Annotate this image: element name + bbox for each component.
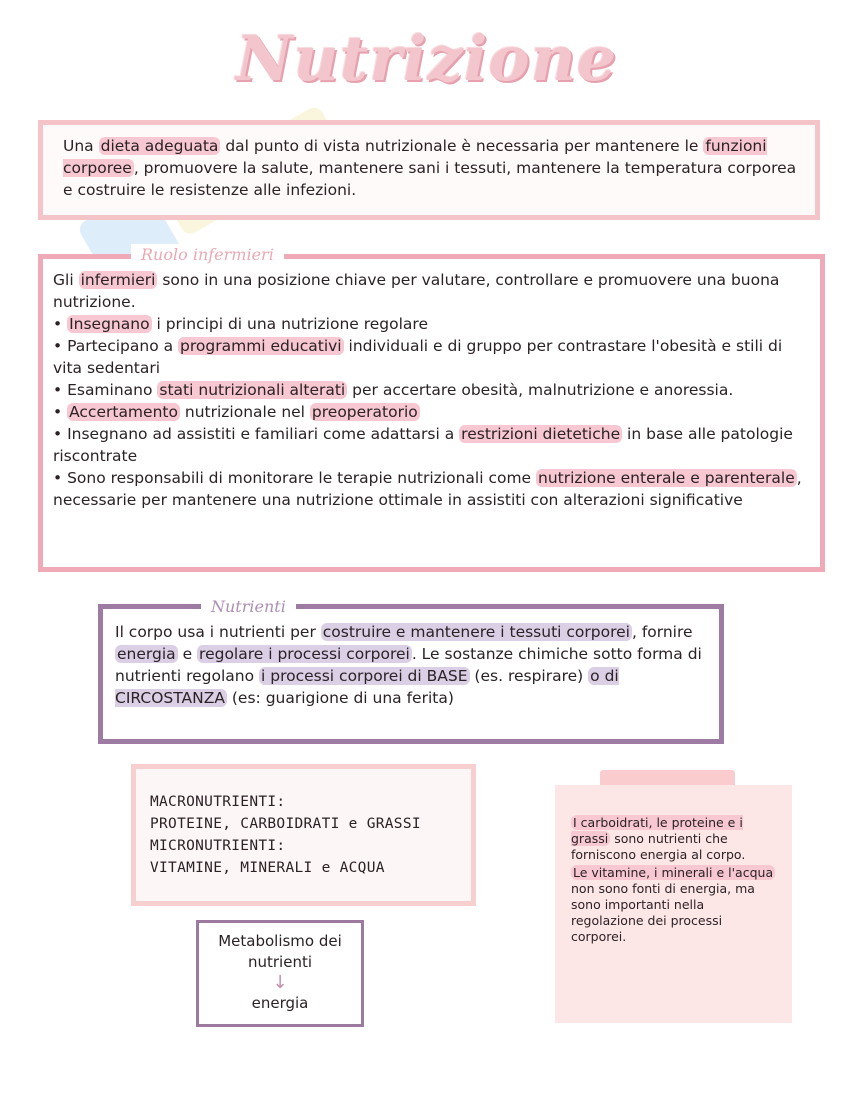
ruolo-bullet-2: [53, 335, 810, 379]
b1-post: i principi di una nutrizione regolare: [151, 315, 428, 333]
sticky-note: [555, 785, 792, 1023]
intro-text-post: , promuovere la salute, mantenere sani i tessuti, mantenere la temperatura corporea e costruire le resistenze alle infezioni.: [63, 159, 797, 199]
highlight-programmi: programmi educativi: [180, 337, 342, 355]
ruolo-intro: [53, 269, 810, 313]
note-p1: sono nutrienti che forniscono energia al corpo.: [571, 831, 746, 862]
b5-pre: • Insegnano ad assistiti e familiari come adattarsi a: [53, 425, 460, 443]
b3-pre: • Esaminano: [53, 381, 158, 399]
ruolo-bullet-4: [53, 401, 810, 423]
macro-heading: MACRONUTRIENTI:: [150, 794, 286, 810]
metabolismo-box: [196, 920, 364, 1027]
micro-heading: MICRONUTRIENTI:: [150, 838, 286, 854]
n-p6: (es: guarigione di una ferita): [226, 689, 454, 707]
b5-post: in base alle patologie riscontrate: [53, 425, 793, 465]
intro-text: [63, 137, 796, 199]
metabolismo-line-1: Metabolismo dei: [218, 932, 342, 950]
ruolo-intro-pre: Gli: [53, 271, 79, 289]
highlight-nutrizione-enterale: nutrizione enterale e parenterale: [538, 469, 795, 487]
note-para-2: [571, 865, 778, 945]
metabolismo-energia: energia: [251, 994, 309, 1012]
b2-pre: • Partecipano a: [53, 337, 179, 355]
macro-list: PROTEINE, CARBOIDRATI e GRASSI: [150, 816, 421, 832]
highlight-costruire: costruire e mantenere i tessuti corporei: [322, 623, 630, 641]
highlight-dieta: dieta adeguata: [100, 137, 219, 155]
note-p2: non sono fonti di energia, ma sono importanti nella regolazione dei processi corporei.: [571, 881, 755, 944]
arrow-down-icon: ↓: [272, 972, 288, 993]
highlight-accertamento: Accertamento: [69, 403, 178, 421]
nutrienti-heading: Nutrienti: [201, 596, 296, 618]
metabolismo-line-2: nutrienti: [247, 953, 312, 971]
n-p3: e: [177, 645, 198, 663]
n-p2: , fornire: [631, 623, 693, 641]
highlight-preoperatorio: preoperatorio: [311, 403, 418, 421]
n-p5: (es. respirare): [469, 667, 589, 685]
b6-pre: • Sono responsabili di monitorare le terapie nutrizionali come: [53, 469, 537, 487]
highlight-energia: energia: [117, 645, 176, 663]
ruolo-bullet-6: [53, 467, 810, 511]
n-p1: Il corpo usa i nutrienti per: [115, 623, 321, 641]
b3-post: per accertare obesità, malnutrizione e anoressia.: [347, 381, 734, 399]
ruolo-heading: Ruolo infermieri: [131, 244, 284, 266]
b1-pre: •: [53, 315, 68, 333]
highlight-insegnano: Insegnano: [69, 315, 150, 333]
ruolo-bullet-5: [53, 423, 810, 467]
ruolo-infermieri-box: [38, 245, 825, 572]
highlight-circostanza: o di CIRCOSTANZA: [115, 667, 619, 707]
b4-pre: •: [53, 403, 68, 421]
highlight-restrizioni: restrizioni dietetiche: [461, 425, 621, 443]
highlight-funzioni: funzioni corporee: [63, 137, 767, 177]
highlight-infermieri: infermieri: [80, 271, 156, 289]
page-title: Nutrizione: [235, 22, 618, 95]
highlight-base: i processi corporei di BASE: [261, 667, 468, 685]
ruolo-bullet-1: [53, 313, 810, 335]
b4-mid: nutrizionale nel: [179, 403, 310, 421]
b2-post: individuali e di gruppo per contrastare l'obesità e stili di vita sedentari: [53, 337, 783, 377]
note-para-1: [571, 815, 778, 863]
nutrienti-text: [115, 623, 702, 707]
highlight-regolare: regolare i processi corporei: [199, 645, 410, 663]
intro-box: [38, 120, 820, 220]
micro-list: VITAMINE, MINERALI e ACQUA: [150, 860, 385, 876]
macronutrienti-box: [131, 764, 476, 906]
highlight-stati: stati nutrizionali alterati: [159, 381, 346, 399]
highlight-vitamine: Le vitamine, i minerali e l'acqua: [573, 865, 774, 880]
b6-post: , necessarie per mantenere una nutrizione ottimale in assistiti con alterazioni significative: [53, 469, 802, 509]
intro-text-mid: dal punto di vista nutrizionale è necessaria per mantenere le: [220, 137, 704, 155]
intro-text-pre: Una: [63, 137, 99, 155]
n-p4: . Le sostanze chimiche sotto forma di nutrienti regolano: [115, 645, 702, 685]
ruolo-intro-post: sono in una posizione chiave per valutare, controllare e promuovere una buona nutrizione.: [53, 271, 780, 311]
ruolo-bullet-3: [53, 379, 810, 401]
highlight-carboidrati: I carboidrati, le proteine e i grassi: [571, 815, 743, 846]
nutrienti-box: [98, 597, 724, 744]
